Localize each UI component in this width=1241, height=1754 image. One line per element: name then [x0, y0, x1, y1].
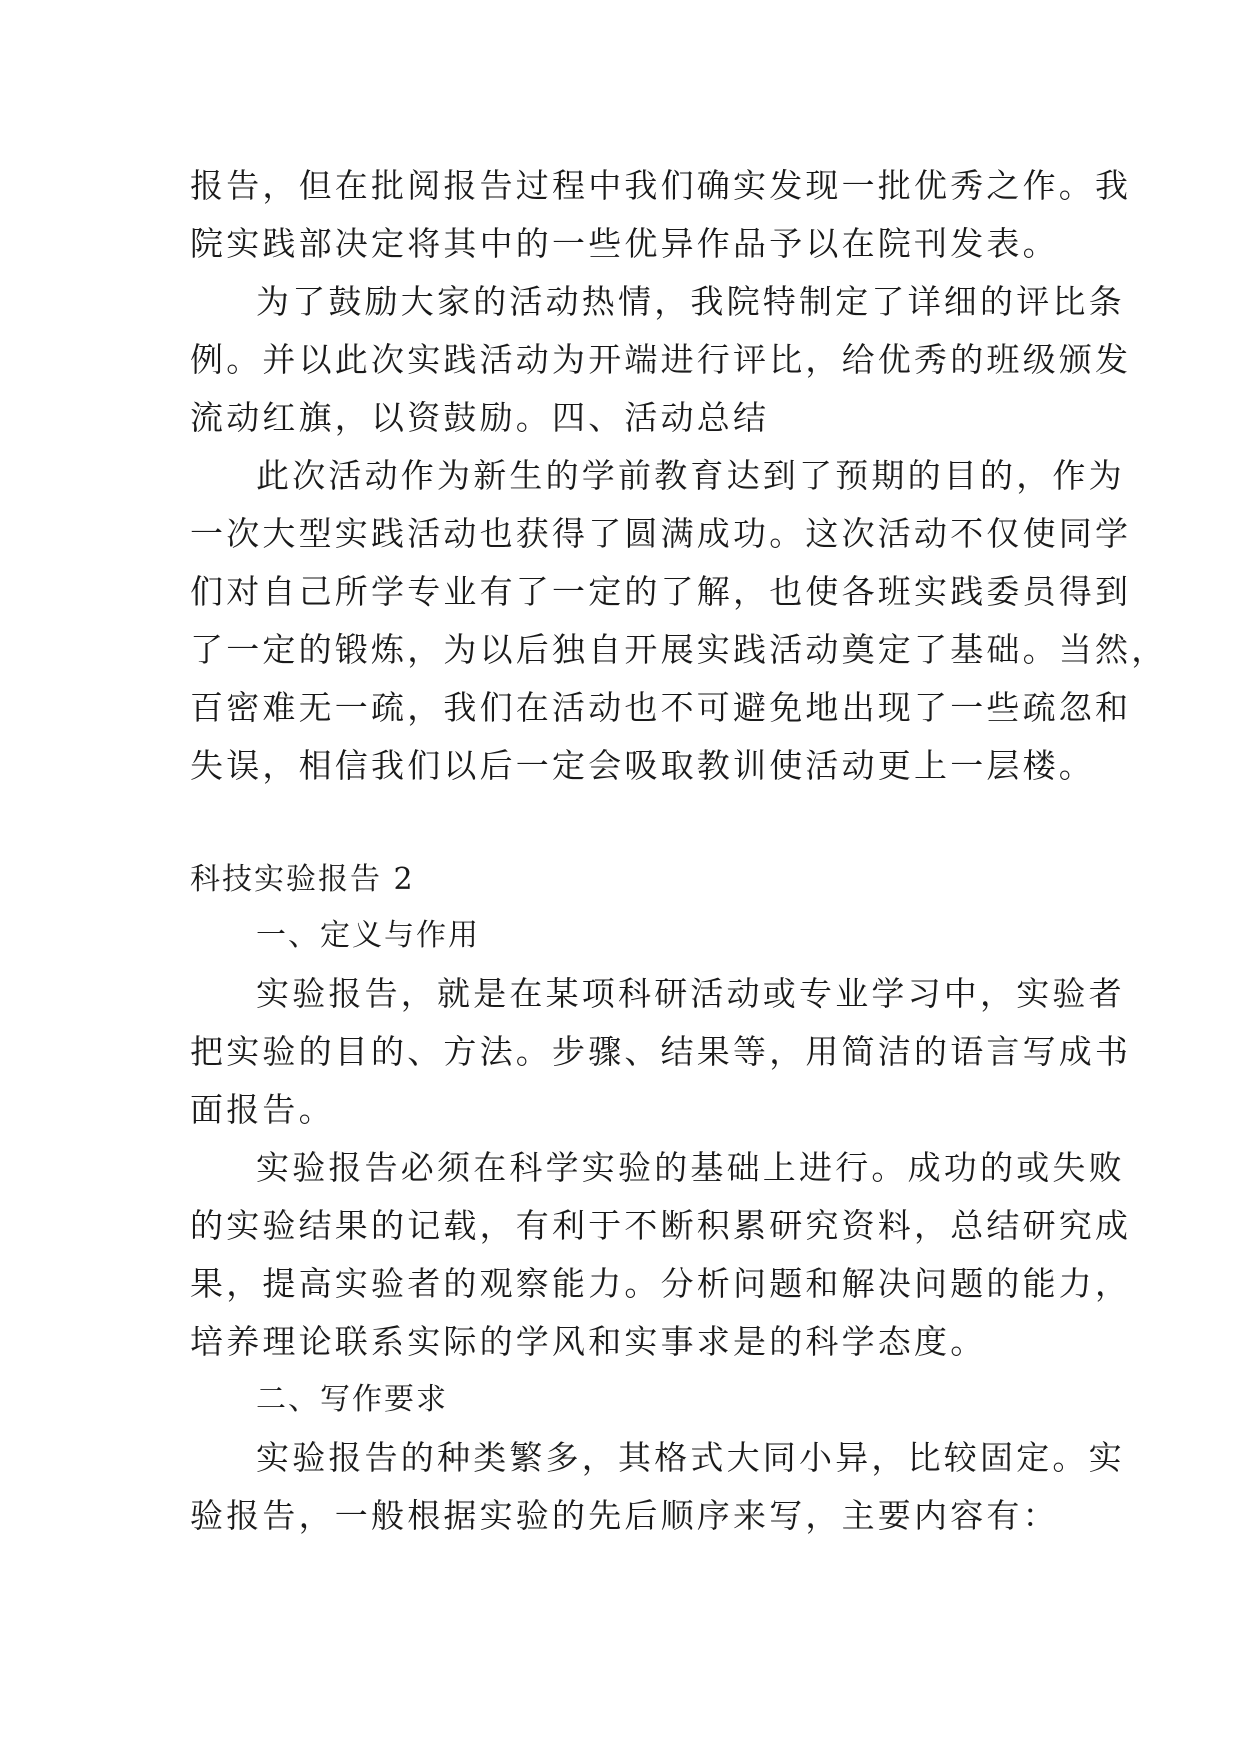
- text-line: 例。并以此次实践活动为开端进行评比，给优秀的班级颁发: [190, 340, 1132, 379]
- section-heading: 一、定义与作用: [256, 918, 480, 953]
- text-line: 实验报告的种类繁多，其格式大同小异，比较固定。实: [256, 1438, 1125, 1477]
- text-line: 们对自己所学专业有了一定的了解，也使各班实践委员得到: [190, 572, 1132, 611]
- section-title: 科技实验报告 2: [190, 862, 415, 897]
- text-line: 验报告，一般根据实验的先后顺序来写，主要内容有：: [190, 1496, 1059, 1535]
- text-line: 院实践部决定将其中的一些优异作品予以在院刊发表。: [190, 224, 1059, 263]
- text-line: 面报告。: [190, 1090, 335, 1129]
- section-heading: 二、写作要求: [256, 1382, 448, 1417]
- text-line: 了一定的锻炼，为以后独自开展实践活动奠定了基础。当然，: [190, 630, 1168, 669]
- text-line: 失误，相信我们以后一定会吸取教训使活动更上一层楼。: [190, 746, 1095, 785]
- text-line: 的实验结果的记载，有利于不断积累研究资料，总结研究成: [190, 1206, 1132, 1245]
- text-line: 为了鼓励大家的活动热情，我院特制定了详细的评比条: [256, 282, 1125, 321]
- text-line: 实验报告必须在科学实验的基础上进行。成功的或失败: [256, 1148, 1125, 1187]
- text-line: 把实验的目的、方法。步骤、结果等，用简洁的语言写成书: [190, 1032, 1132, 1071]
- text-line: 培养理论联系实际的学风和实事求是的科学态度。: [190, 1322, 987, 1361]
- text-line: 报告，但在批阅报告过程中我们确实发现一批优秀之作。我: [190, 166, 1132, 205]
- text-line: 一次大型实践活动也获得了圆满成功。这次活动不仅使同学: [190, 514, 1132, 553]
- text-line: 果，提高实验者的观察能力。分析问题和解决问题的能力，: [190, 1264, 1132, 1303]
- text-line: 此次活动作为新生的学前教育达到了预期的目的，作为: [256, 456, 1125, 495]
- text-line: 实验报告，就是在某项科研活动或专业学习中，实验者: [256, 974, 1125, 1013]
- text-line: 流动红旗，以资鼓励。四、活动总结: [190, 398, 770, 437]
- text-line: 百密难无一疏，我们在活动也不可避免地出现了一些疏忽和: [190, 688, 1132, 727]
